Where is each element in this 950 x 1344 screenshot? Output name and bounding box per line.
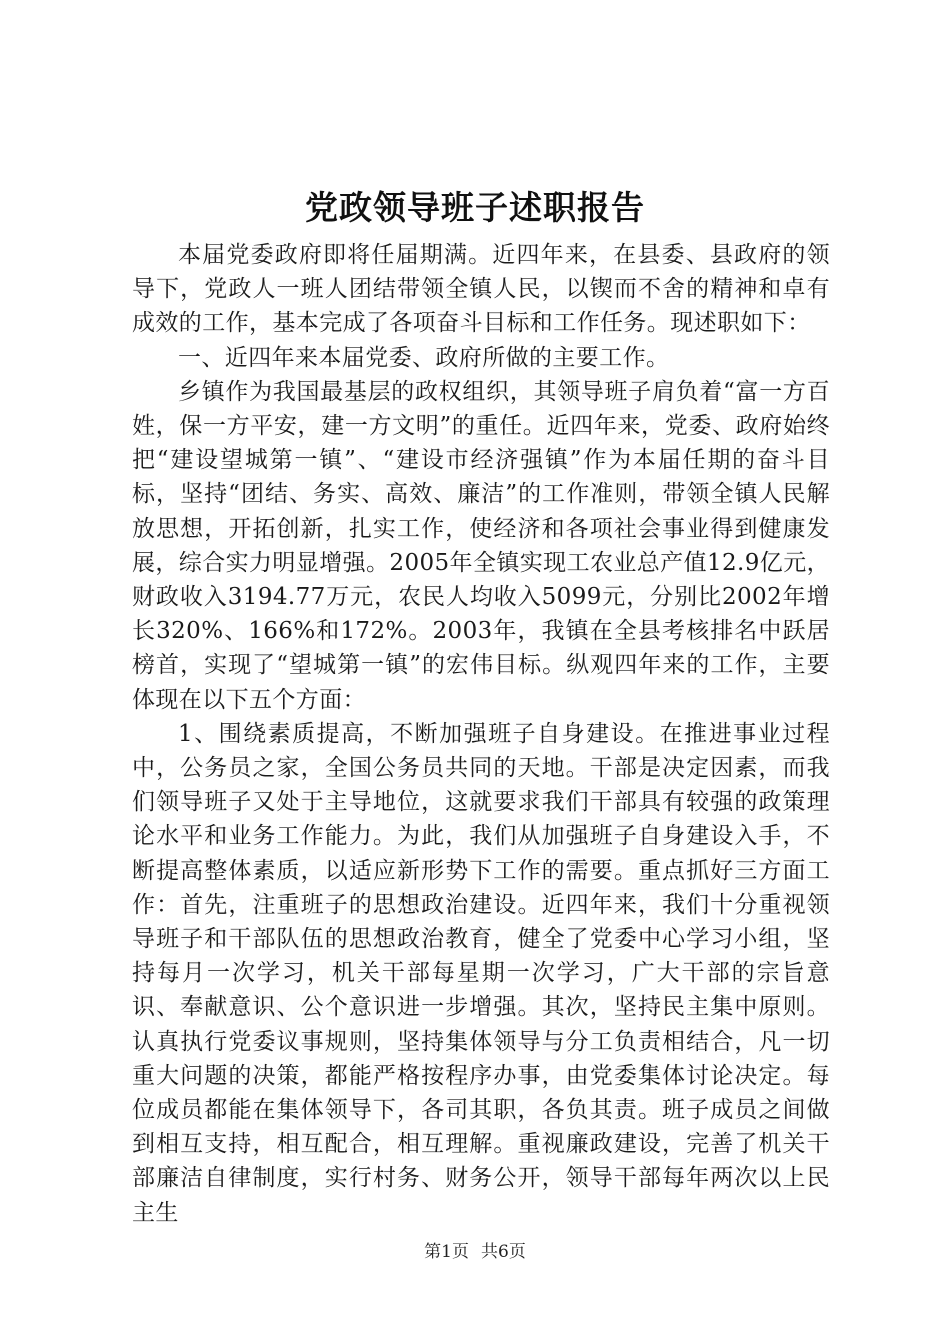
paragraph-intro: 本届党委政府即将任届期满。近四年来，在县委、县政府的领导下，党政人一班人团结带领全镇人民，以锲而不舍的精神和卓有成效的工作，基本完成了各项奋斗目标和工作任务。现述职如下： [132,242,830,337]
page-number: 第1页 [424,1242,469,1262]
page-total: 共6页 [481,1242,526,1262]
document-title: 党政领导班子述职报告 [305,188,645,227]
paragraph-section-heading: 一、近四年来本届党委、政府所做的主要工作。 [178,344,670,371]
page-footer [0,1240,950,1264]
document-body [132,238,830,1230]
paragraph-item-1: 1、围绕素质提高，不断加强班子自身建设。在推进事业过程中，公务员之家，全国公务员共同的天地。干部是决定因素，而我们领导班子又处于主导地位，这就要求我们干部具有较强的政策理论水平和业务工作能力。为此，我们从加强班子自身建设入手，不断提高整体素质，以适应新形势下工作的需要。重点抓好三方面工作：首先，注重班子的思想政治建设。近四年来，我们十分重视领导班子和干部队伍的思想政治教育，健全了党委中心学习小组，坚持每月一次学习，机关干部每星期一次学习，广大干部的宗旨意识、奉献意识、公个意识进一步增强。其次，坚持民主集中原则。认真执行党委议事规则，坚持集体领导与分工负责相结合，凡一切重大问题的决策，都能严格按程序办事，由党委集体讨论决定。每位成员都能在集体领导下，各司其职，各负其责。班子成员之间做到相互支持，相互配合，相互理解。重视廉政建设，完善了机关干部廉洁自律制度，实行村务、财务公开，领导干部每年两次以上民主生 [132,720,830,1226]
paragraph-overview: 乡镇作为我国最基层的政权组织，其领导班子肩负着“富一方百姓，保一方平安，建一方文明”的重任。近四年来，党委、政府始终把“建设望城第一镇”、“建设市经济强镇”作为本届任期的奋斗目标，坚持“团结、务实、高效、廉洁”的工作准则，带领全镇人民解放思想，开拓创新，扎实工作，使经济和各项社会事业得到健康发展，综合实力明显增强。2005年全镇实现工农业总产值12.9亿元，财政收入3194.77万元，农民人均收入5099元，分别比2002年增长320%、166%和172%。2003年，我镇在全县考核排名中跃居榜首，实现了“望城第一镇”的宏伟目标。纵观四年来的工作，主要体现在以下五个方面： [132,378,830,713]
